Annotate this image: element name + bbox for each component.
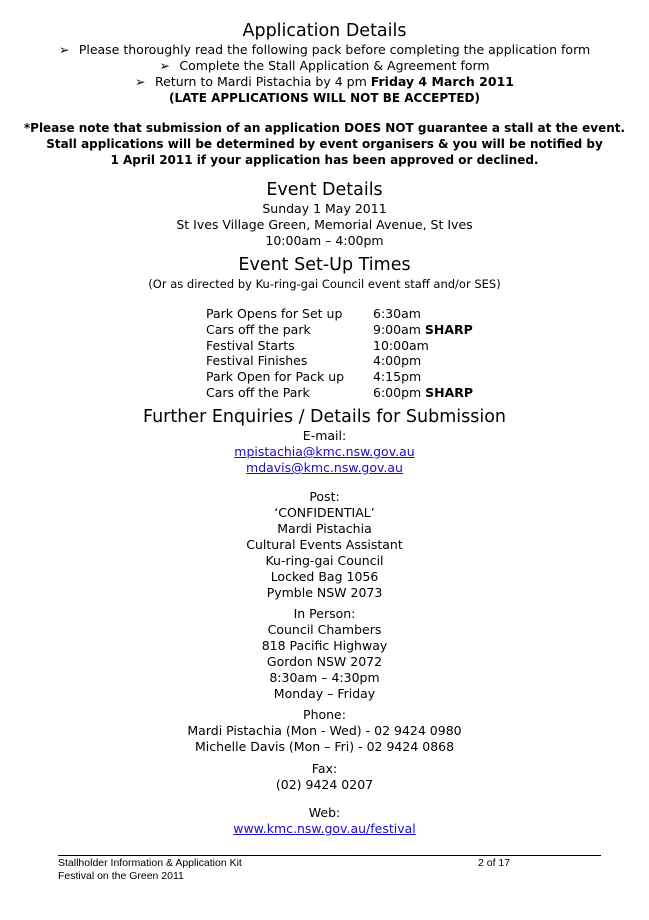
application-bullets <box>0 42 649 90</box>
footer-divider <box>58 855 601 856</box>
page-footer <box>58 857 601 883</box>
setup-time: 6:00pm SHARP <box>373 384 474 400</box>
notice-block <box>0 120 649 168</box>
in-person-section <box>0 606 649 702</box>
setup-subtitle: (Or as directed by Ku-ring-gai Council event staff and/or SES) <box>148 277 501 291</box>
footer-festival-name: Festival on the Green 2011 <box>58 870 184 882</box>
phone-heading: Phone: <box>303 707 346 722</box>
setup-title: Event Set-Up Times <box>238 255 411 275</box>
table-row <box>206 369 473 385</box>
in-person-line: 8:30am – 4:30pm <box>269 670 380 685</box>
post-line: Mardi Pistachia <box>277 521 372 536</box>
table-row <box>206 353 473 369</box>
fax-section <box>0 761 649 793</box>
web-section <box>0 805 649 837</box>
notice-line-1: *Please note that submission of an application DOES NOT guarantee a stall at the event. <box>23 121 626 135</box>
setup-label: Festival Starts <box>206 337 295 353</box>
bullet-arrow-icon: ➢ <box>159 58 170 73</box>
in-person-line: 818 Pacific Highway <box>261 638 388 653</box>
web-heading: Web: <box>308 805 341 820</box>
table-row <box>206 385 473 401</box>
setup-label: Festival Finishes <box>206 353 308 369</box>
post-line: Locked Bag 1056 <box>270 569 379 584</box>
notice-line-3: 1 April 2011 if your application has been approved or declined. <box>110 153 539 167</box>
return-date: Friday 4 March 2011 <box>370 74 514 89</box>
phone-line: Mardi Pistachia (Mon - Wed) - 02 9424 0980 <box>187 723 462 738</box>
setup-label: Cars off the park <box>206 321 311 337</box>
setup-time: 4:15pm <box>373 369 422 385</box>
enquiries-section <box>0 406 649 476</box>
late-notice: (LATE APPLICATIONS WILL NOT BE ACCEPTED) <box>169 91 480 105</box>
setup-time: 10:00am <box>373 337 429 353</box>
post-line: Cultural Events Assistant <box>246 537 403 552</box>
post-line: Pymble NSW 2073 <box>266 585 383 600</box>
application-section <box>0 20 649 106</box>
email-link-mdavis[interactable]: mdavis@kmc.nsw.gov.au <box>246 460 403 475</box>
footer-kit-title: Stallholder Information & Application Kit <box>58 857 242 869</box>
email-heading: E-mail: <box>302 428 347 443</box>
fax-number: (02) 9424 0207 <box>275 777 374 792</box>
event-date: Sunday 1 May 2011 <box>262 201 387 216</box>
event-title: Event Details <box>266 180 383 200</box>
setup-label: Park Open for Pack up <box>206 369 345 385</box>
table-row <box>206 338 473 354</box>
email-link-mpistachia[interactable]: mpistachia@kmc.nsw.gov.au <box>234 444 415 459</box>
enquiries-title: Further Enquiries / Details for Submission <box>142 407 506 427</box>
table-row <box>206 306 473 322</box>
bullet-arrow-icon: ➢ <box>58 42 70 57</box>
page-number: 2 of 17 <box>478 857 511 869</box>
event-location: St Ives Village Green, Memorial Avenue, St Ives <box>176 217 473 232</box>
setup-label: Park Opens for Set up <box>206 306 343 321</box>
setup-label: Cars off the Park <box>206 384 310 400</box>
bullet-return-date: ➢ Return to Mardi Pistachia by 4 pm Friday 4 March 2011 <box>135 74 514 89</box>
event-time: 10:00am – 4:00pm <box>265 233 384 248</box>
post-heading: Post: <box>309 489 340 504</box>
setup-time: 4:00pm <box>373 353 422 369</box>
setup-section <box>0 254 649 292</box>
event-section <box>0 179 649 249</box>
in-person-heading: In Person: <box>293 606 356 621</box>
notice-line-2: Stall applications will be determined by event organisers & you will be notified by <box>46 137 603 151</box>
fax-heading: Fax: <box>311 761 338 776</box>
table-row <box>206 322 473 338</box>
application-title: Application Details <box>242 21 407 41</box>
bullet-read-pack: ➢ Please thoroughly read the following pack before completing the application form <box>58 42 591 57</box>
post-line: Ku-ring-gai Council <box>265 553 384 568</box>
setup-times-table <box>206 306 473 401</box>
sharp-badge: SHARP <box>425 384 474 400</box>
web-link[interactable]: www.kmc.nsw.gov.au/festival <box>233 821 416 836</box>
setup-time: 6:30am <box>373 306 421 321</box>
in-person-line: Gordon NSW 2072 <box>266 654 383 669</box>
sharp-badge: SHARP <box>424 321 473 337</box>
post-line: ‘CONFIDENTIAL’ <box>274 505 375 520</box>
bullet-arrow-icon: ➢ <box>135 74 146 89</box>
in-person-line: Council Chambers <box>267 622 382 637</box>
setup-time: 9:00am SHARP <box>373 321 473 337</box>
bullet-complete-form: ➢ Complete the Stall Application & Agreement form <box>159 58 490 73</box>
phone-section <box>0 707 649 755</box>
in-person-line: Monday – Friday <box>273 686 376 701</box>
phone-line: Michelle Davis (Mon – Fri) - 02 9424 0868 <box>194 739 455 754</box>
post-section <box>0 489 649 601</box>
